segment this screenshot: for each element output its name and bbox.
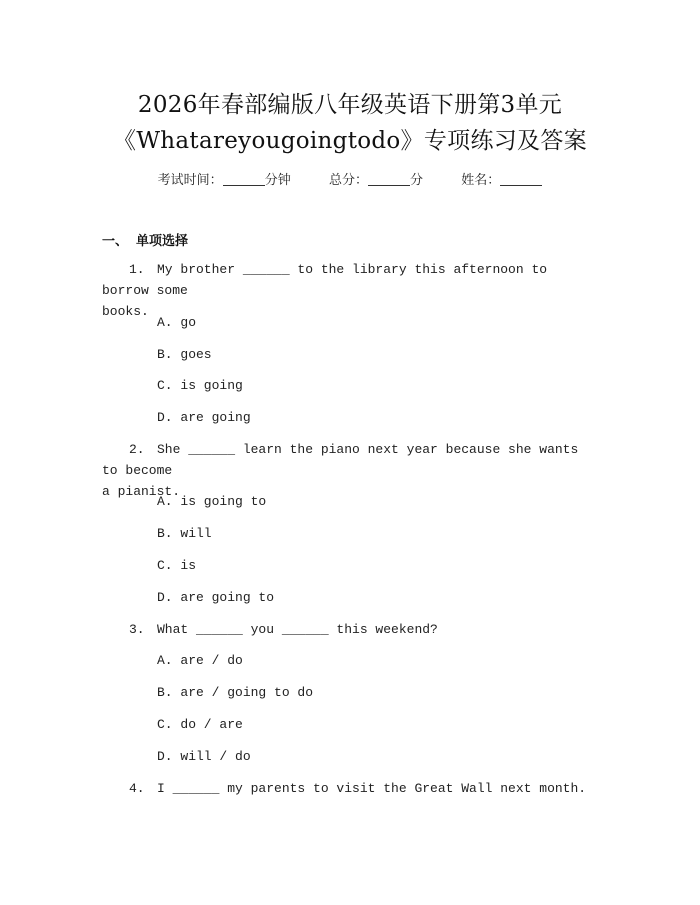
exam-time-unit: 分钟 xyxy=(264,173,291,188)
question-1 xyxy=(102,259,600,322)
question-number: 2. xyxy=(129,442,145,457)
question-text: My brother ______ to the library this afternoon to borrow some xyxy=(102,262,548,298)
option-2a[interactable]: A. is going to xyxy=(157,494,267,509)
question-text-continued: books. xyxy=(102,304,149,319)
question-number: 4. xyxy=(129,781,145,796)
question-3 xyxy=(102,619,600,640)
total-score-blank[interactable] xyxy=(368,173,410,186)
option-1a[interactable]: A. go xyxy=(157,315,197,330)
option-3b[interactable]: B. are / going to do xyxy=(157,685,314,700)
question-text: I ______ my parents to visit the Great Wall next month. xyxy=(157,781,587,796)
question-text-continued: a pianist. xyxy=(102,484,181,499)
exam-info-line xyxy=(0,169,700,188)
exam-time-blank[interactable] xyxy=(223,173,265,186)
page-title-line-1: 2026年春部编版八年级英语下册第3单元 xyxy=(137,92,563,118)
question-number: 1. xyxy=(129,262,145,277)
option-2d[interactable]: D. are going to xyxy=(157,590,275,605)
option-2b[interactable]: B. will xyxy=(157,526,212,541)
option-3d[interactable]: D. will / do xyxy=(157,749,251,764)
total-score-label: 总分： xyxy=(328,173,368,188)
total-score-unit: 分 xyxy=(410,173,424,188)
option-2c[interactable]: C. is xyxy=(157,558,197,573)
option-3a[interactable]: A. are / do xyxy=(157,653,243,668)
exam-time-label: 考试时间： xyxy=(157,173,223,188)
section-heading xyxy=(102,230,188,249)
question-text: She ______ learn the piano next year because she wants to become xyxy=(102,442,579,478)
option-1c[interactable]: C. is going xyxy=(157,378,243,393)
question-4 xyxy=(102,778,600,799)
section-number: 一、 xyxy=(102,234,129,249)
option-3c[interactable]: C. do / are xyxy=(157,717,243,732)
question-text: What ______ you ______ this weekend? xyxy=(157,622,438,637)
student-name-label: 姓名： xyxy=(461,173,501,188)
page-title-line-2: 《Whatareyougoingtodo》专项练习及答案 xyxy=(113,128,587,154)
question-number: 3. xyxy=(129,622,145,637)
option-1d[interactable]: D. are going xyxy=(157,410,251,425)
section-title: 单项选择 xyxy=(136,234,189,249)
student-name-blank[interactable] xyxy=(500,173,542,186)
option-1b[interactable]: B. goes xyxy=(157,347,212,362)
